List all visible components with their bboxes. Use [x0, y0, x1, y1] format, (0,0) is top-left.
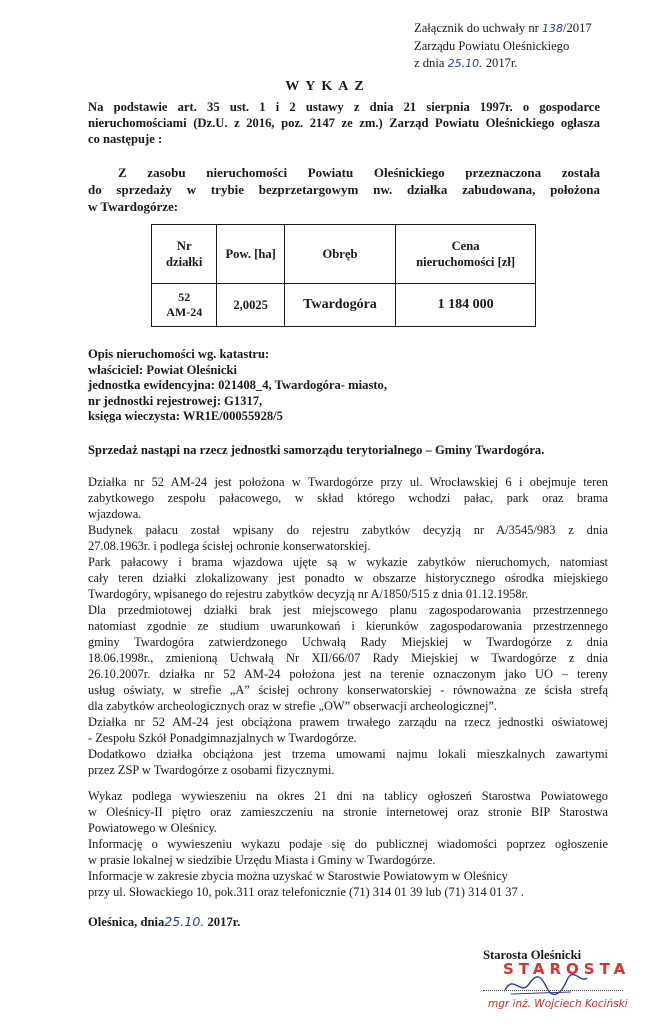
- body-line: Informację o wywieszeniu wykazu podaje się do publicznej wiadomości poprzez ogłoszenie: [88, 837, 608, 851]
- signature-line: [483, 990, 623, 991]
- header-cena: [396, 225, 536, 284]
- header-nr-line: działki: [166, 255, 203, 269]
- body-line: Działka nr 52 AM-24 jest obciążona prawem trwałego zarządu na rzecz jednostki oświatowej: [88, 715, 608, 729]
- starosta-stamp: STAROSTA: [503, 960, 631, 978]
- header-pow: Pow. [ha]: [217, 225, 284, 284]
- annex-date-handwritten: 25.10.: [447, 57, 483, 70]
- header-nr-dzialki: [152, 225, 217, 284]
- opis-line: Opis nieruchomości wg. katastru:: [88, 347, 270, 361]
- footer-year: 2017r.: [204, 915, 241, 929]
- body-line: - Zespołu Szkół Ponadgimnazjalnych w Twardogórze.: [88, 731, 357, 745]
- plot-table: [151, 224, 536, 327]
- body-line: Dla przedmiotowej działki brak jest miejscowego planu zagospodarowania przestrzennego: [88, 603, 608, 617]
- header-cena-line: Cena: [451, 239, 480, 253]
- para1-line: do sprzedaży w trybie bezprzetargowym nw. działka zabudowana, położona: [88, 182, 600, 197]
- handwritten-signature: [501, 970, 591, 1000]
- body-line: w prasie lokalnej w siedzibie Urzędu Miasta i Gminy w Twardogórze.: [88, 853, 436, 867]
- cell-cena: 1 184 000: [396, 284, 536, 327]
- intro-line: Na podstawie art. 35 ust. 1 i 2 ustawy z dnia 21 sierpnia 1997r. o gospodarce: [88, 100, 600, 114]
- body-line: wjazdowa.: [88, 507, 142, 521]
- annex-line-1: [414, 20, 592, 38]
- table-row: [152, 284, 536, 327]
- body-line: usług oświaty, w strefie „A” ścisłej ochrony konserwatorskiej - równoważna ze ścisła strefą: [88, 683, 608, 697]
- body-line: Działka nr 52 AM-24 jest położona w Twardogórze przy ul. Wrocławskiej 6 i obejmuje teren: [88, 475, 608, 489]
- cadastre-description: [88, 347, 387, 425]
- body-line: Budynek pałacu został wpisany do rejestru zabytków decyzją nr A/3545/983 z dnia: [88, 523, 608, 537]
- annex-prefix: Załącznik do uchwały nr: [414, 21, 542, 35]
- annex-line-2: Zarządu Powiatu Oleśnickiego: [414, 38, 570, 53]
- body-line: 18.06.1998r., zmienioną Uchwałą Nr XII/66/07 Rady Miejskiej w Twardogórze z dnia: [88, 651, 608, 665]
- body-line: 27.08.1963r. i podlega ścisłej ochronie konserwatorskiej.: [88, 539, 371, 553]
- sale-statement: Sprzedaż nastąpi na rzecz jednostki samorządu terytorialnego – Gminy Twardogóra.: [88, 443, 545, 457]
- signature-block: [483, 948, 635, 1020]
- body-line: natomiast zgodnie ze studium uwarunkowań i kierunków zagospodarowania przestrzennego: [88, 619, 608, 633]
- cell-nr-line: AM-24: [166, 305, 203, 319]
- body-line: Dodatkowo działka obciążona jest trzema umowami najmu lokali mieszkalnych zawartymi: [88, 747, 608, 761]
- body-line: Wykaz podlega wywieszeniu na okres 21 dni na tablicy ogłoszeń Starostwa Powiatowego: [88, 789, 608, 803]
- body-line: zabytkowego zespołu pałacowego, w skład którego wchodzi pałac, park oraz brama: [88, 491, 608, 505]
- signature-title: Starosta Oleśnicki: [483, 948, 582, 962]
- annex-date-prefix: z dnia: [414, 56, 448, 70]
- annex-header: [414, 20, 592, 73]
- opis-line: nr jednostki rejestrowej: G1317,: [88, 393, 263, 408]
- cell-pow: 2,0025: [217, 284, 284, 327]
- body-line: w Oleśnicy-II piętro oraz zamieszczeniu na stronie internetowej oraz stronie BIP Starostwa: [88, 805, 608, 819]
- body-line: gminy Twardogóra zatwierdzonego Uchwałą Rady Miejskiej w Twardogórze z dnia: [88, 635, 608, 649]
- header-obreb: Obręb: [284, 225, 395, 284]
- opis-line: właściciel: Powiat Oleśnicki: [88, 362, 238, 377]
- document-title: WYKAZ: [285, 79, 370, 94]
- intro-line: nieruchomościami (Dz.U. z 2016, poz. 2147 ze zm.) Zarząd Powiatu Oleśnickiego ogłasza: [88, 116, 600, 130]
- footer-place: Oleśnica, dnia: [88, 915, 165, 929]
- para1-line: w Twardogórze:: [88, 199, 179, 214]
- body-line: Informacje w zakresie zbycia można uzyskać w Starostwie Powiatowym w Oleśnicy: [88, 869, 508, 883]
- body-line: Park pałacowy i brama wjazdowa ujęte są w wykazie zabytków nieruchomych, natomiast: [88, 555, 608, 569]
- footer-date-handwritten: 25.10.: [164, 914, 205, 929]
- body-line: dla zabytków archeologicznych oraz w strefie „OW” obserwacji archeologicznej”.: [88, 699, 498, 713]
- opis-line: jednostka ewidencyjna: 021408_4, Twardogóra- miasto,: [88, 378, 387, 392]
- header-nr-line: Nr: [176, 239, 192, 253]
- intro-line: co następuje :: [88, 132, 163, 146]
- signatory-name: mgr inż. Wojciech Kociński: [488, 998, 628, 1010]
- cell-nr-dzialki: [152, 284, 217, 327]
- cell-nr-line: 52: [178, 290, 191, 304]
- annex-year: /2017: [563, 21, 592, 35]
- header-cena-line: nieruchomości [zł]: [416, 255, 516, 269]
- resolution-number: 138: [542, 22, 563, 35]
- annex-line-3: [414, 55, 592, 73]
- annex-date-suffix: 2017r.: [482, 56, 518, 70]
- body-line: przez ZSP w Twardogórze z osobami fizycznymi.: [88, 763, 335, 777]
- place-date-footer: [88, 914, 240, 930]
- opis-line: księga wieczysta: WR1E/00055928/5: [88, 409, 283, 423]
- table-header-row: [152, 225, 536, 284]
- body-line: 26.10.2007r. działka nr 52 AM-24 położona jest na terenie oznaczonym jako UO – tereny: [88, 667, 608, 681]
- body-line: przy ul. Słowackiego 10, pok.311 oraz telefonicznie (71) 314 01 39 lub (71) 314 01 37 .: [88, 885, 524, 899]
- body-line: cały teren działki zlokalizowany jest ponadto w obszarze historycznego ośrodka miejskiego: [88, 571, 608, 585]
- cell-obreb: Twardogóra: [284, 284, 395, 327]
- body-line: Twardogóry, wpisanego do rejestru zabytków decyzją nr A/1850/515 z dnia 01.12.1958r.: [88, 587, 529, 601]
- para1-line: Z zasobu nieruchomości Powiatu Oleśnickiego przeznaczona została: [118, 165, 600, 180]
- body-line: Powiatowego w Oleśnicy.: [88, 821, 217, 835]
